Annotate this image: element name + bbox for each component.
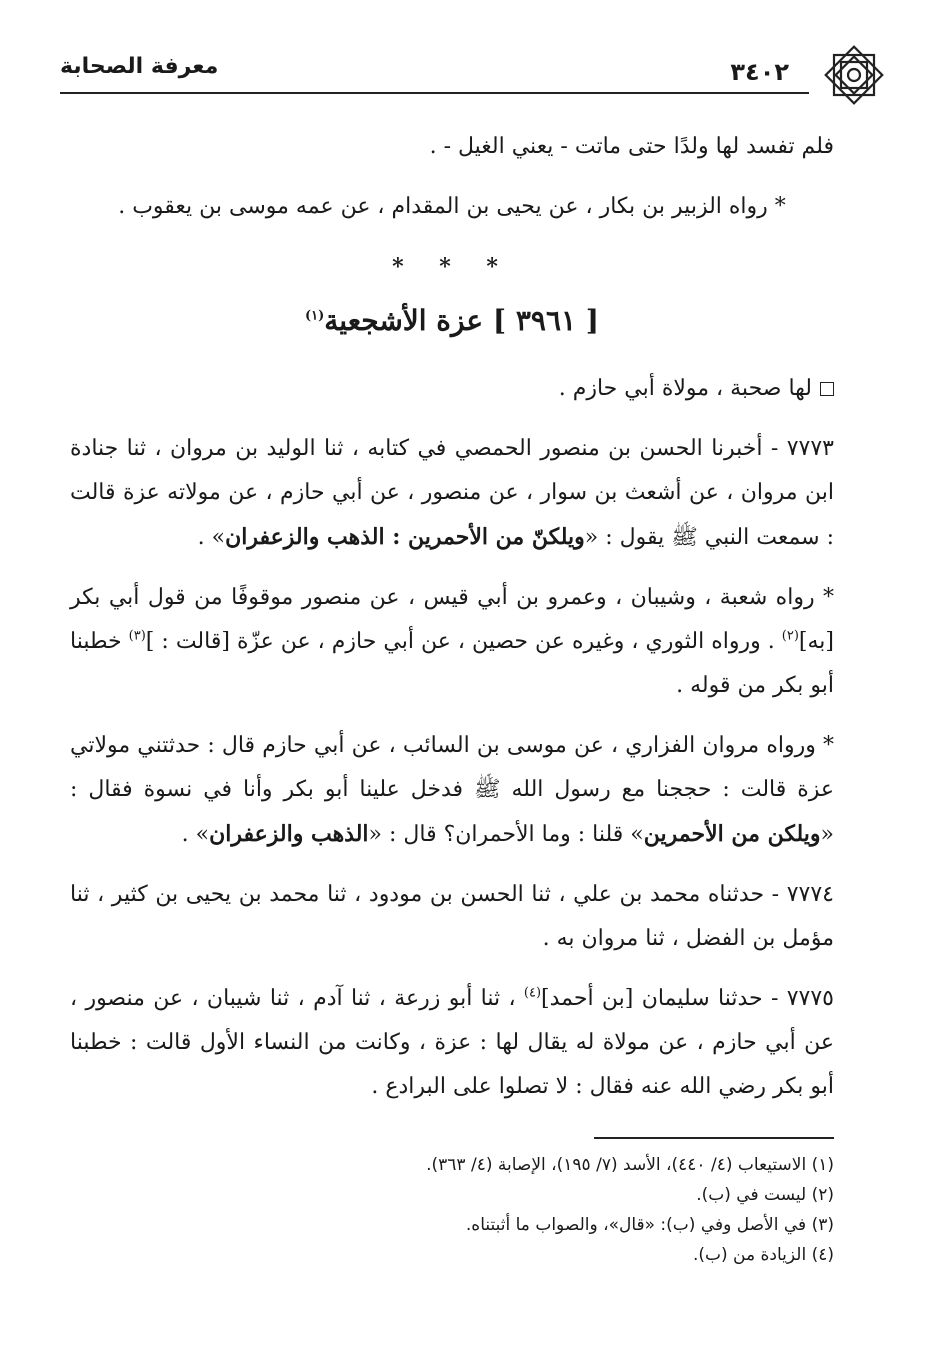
entry-title [70, 299, 834, 343]
page-number: ٣٤٠٢ [730, 58, 789, 86]
page-header [60, 40, 889, 115]
paragraph-6-end: » . [181, 822, 210, 847]
section-separator: * * * [392, 254, 512, 280]
paragraph-5 [70, 576, 834, 708]
footnotes [300, 1150, 834, 1270]
paragraph-6-quote-a: ويلكن من الأحمرين [643, 821, 821, 847]
entry-title-text: [ ٣٩٦١ ] عزة الأشجعية [324, 304, 600, 337]
paragraph-6 [70, 724, 834, 857]
hadith-7774: ٧٧٧٤ - حدثناه محمد بن علي ، ثنا الحسن بن مودود ، ثنا محمد بن يحيى بن كثير ، ثنا مؤمل بن الفضل ، ثنا مروان به . [70, 882, 834, 951]
footnote-ref-1: (١) [304, 308, 325, 324]
footnote-1: (١) الاستيعاب (٤/ ٤٤٠)، الأسد (٧/ ١٩٥)، الإصابة (٤/ ٣٦٣). [426, 1155, 834, 1175]
hadith-7773-quote: ويلكنّ من الأحمرين : الذهب والزعفران [225, 524, 585, 550]
paragraph-5-text-c: خطبنا أبو بكر من قوله . [70, 629, 834, 698]
hadith-7773-end: » . [197, 525, 226, 550]
running-title: معرفة الصحابة [60, 54, 219, 79]
footnote-4: (٤) الزيادة من (ب). [692, 1245, 834, 1265]
footnote-3: (٣) في الأصل وفي (ب): «قال»، والصواب ما أثبتناه. [465, 1215, 834, 1235]
paragraph-6-text-a: * ورواه مروان الفزاري ، عن موسى بن السائب ، عن أبي حازم قال : حدثتني مولاتي عزة قالت : حججنا مع رسول الله ﷺ فدخل علينا أبو بكر وأنا في نسوة فقال : « [70, 733, 834, 847]
header-rule [60, 92, 809, 94]
paragraph-6-text-c: » قلنا : وما الأحمران؟ قال : « [368, 822, 644, 847]
square-bullet-icon [820, 382, 834, 396]
footnote-2: (٢) ليست في (ب). [696, 1185, 834, 1205]
footnote-ref-2: (٢) [781, 628, 799, 644]
footnote-ref-4: (٤) [523, 985, 542, 1001]
paragraph-6-quote-b: الذهب والزعفران [209, 821, 369, 847]
paragraph-5-text-b: . ورواه الثوري ، وغيره عن حصين ، عن أبي حازم ، عن عزّة [قالت : ] [145, 629, 782, 654]
hadith-7773-text: ٧٧٧٣ - أخبرنا الحسن بن منصور الحمصي في كتابه ، ثنا الوليد بن مروان ، ثنا جنادة ابن مروان ، عن أشعث بن سوار ، عن منصور ، عن أبي حازم ، عن مولاته عزة قالت : سمعت النبي ﷺ يقول : « [70, 436, 834, 550]
paragraph-1: فلم تفسد لها ولدًا حتى ماتت - يعني الغيل - . [429, 134, 834, 159]
page-body [70, 125, 834, 1125]
paragraph-5-text-a: * رواه شعبة ، وشيبان ، وعمرو بن أبي قيس ، عن منصور موقوفًا من قول أبي بكر [به] [70, 585, 834, 654]
footnote-ref-3: (٣) [128, 628, 146, 644]
footnote-rule [594, 1137, 834, 1139]
hadith-7775-text-b: ، ثنا أبو زرعة ، ثنا آدم ، ثنا شيبان ، عن منصور ، عن أبي حازم ، عن مولاة له يقال لها : عزة ، وكانت من النساء الأول قالت : خطبنا أبو بكر رضي الله عنه فقال : لا تصلوا على البرادع . [70, 986, 834, 1099]
paragraph-3-text: لها صحبة ، مولاة أبي حازم . [558, 376, 812, 401]
hadith-7775-text-a: ٧٧٧٥ - حدثنا سليمان [بن أحمد] [541, 986, 834, 1011]
hadith-7775 [70, 977, 834, 1109]
octagram-ornament-icon [819, 40, 889, 110]
paragraph-2: * رواه الزبير بن بكار ، عن يحيى بن المقدام ، عن عمه موسى بن يعقوب . [118, 194, 786, 219]
paragraph-3 [70, 367, 834, 411]
hadith-7773 [70, 427, 834, 560]
